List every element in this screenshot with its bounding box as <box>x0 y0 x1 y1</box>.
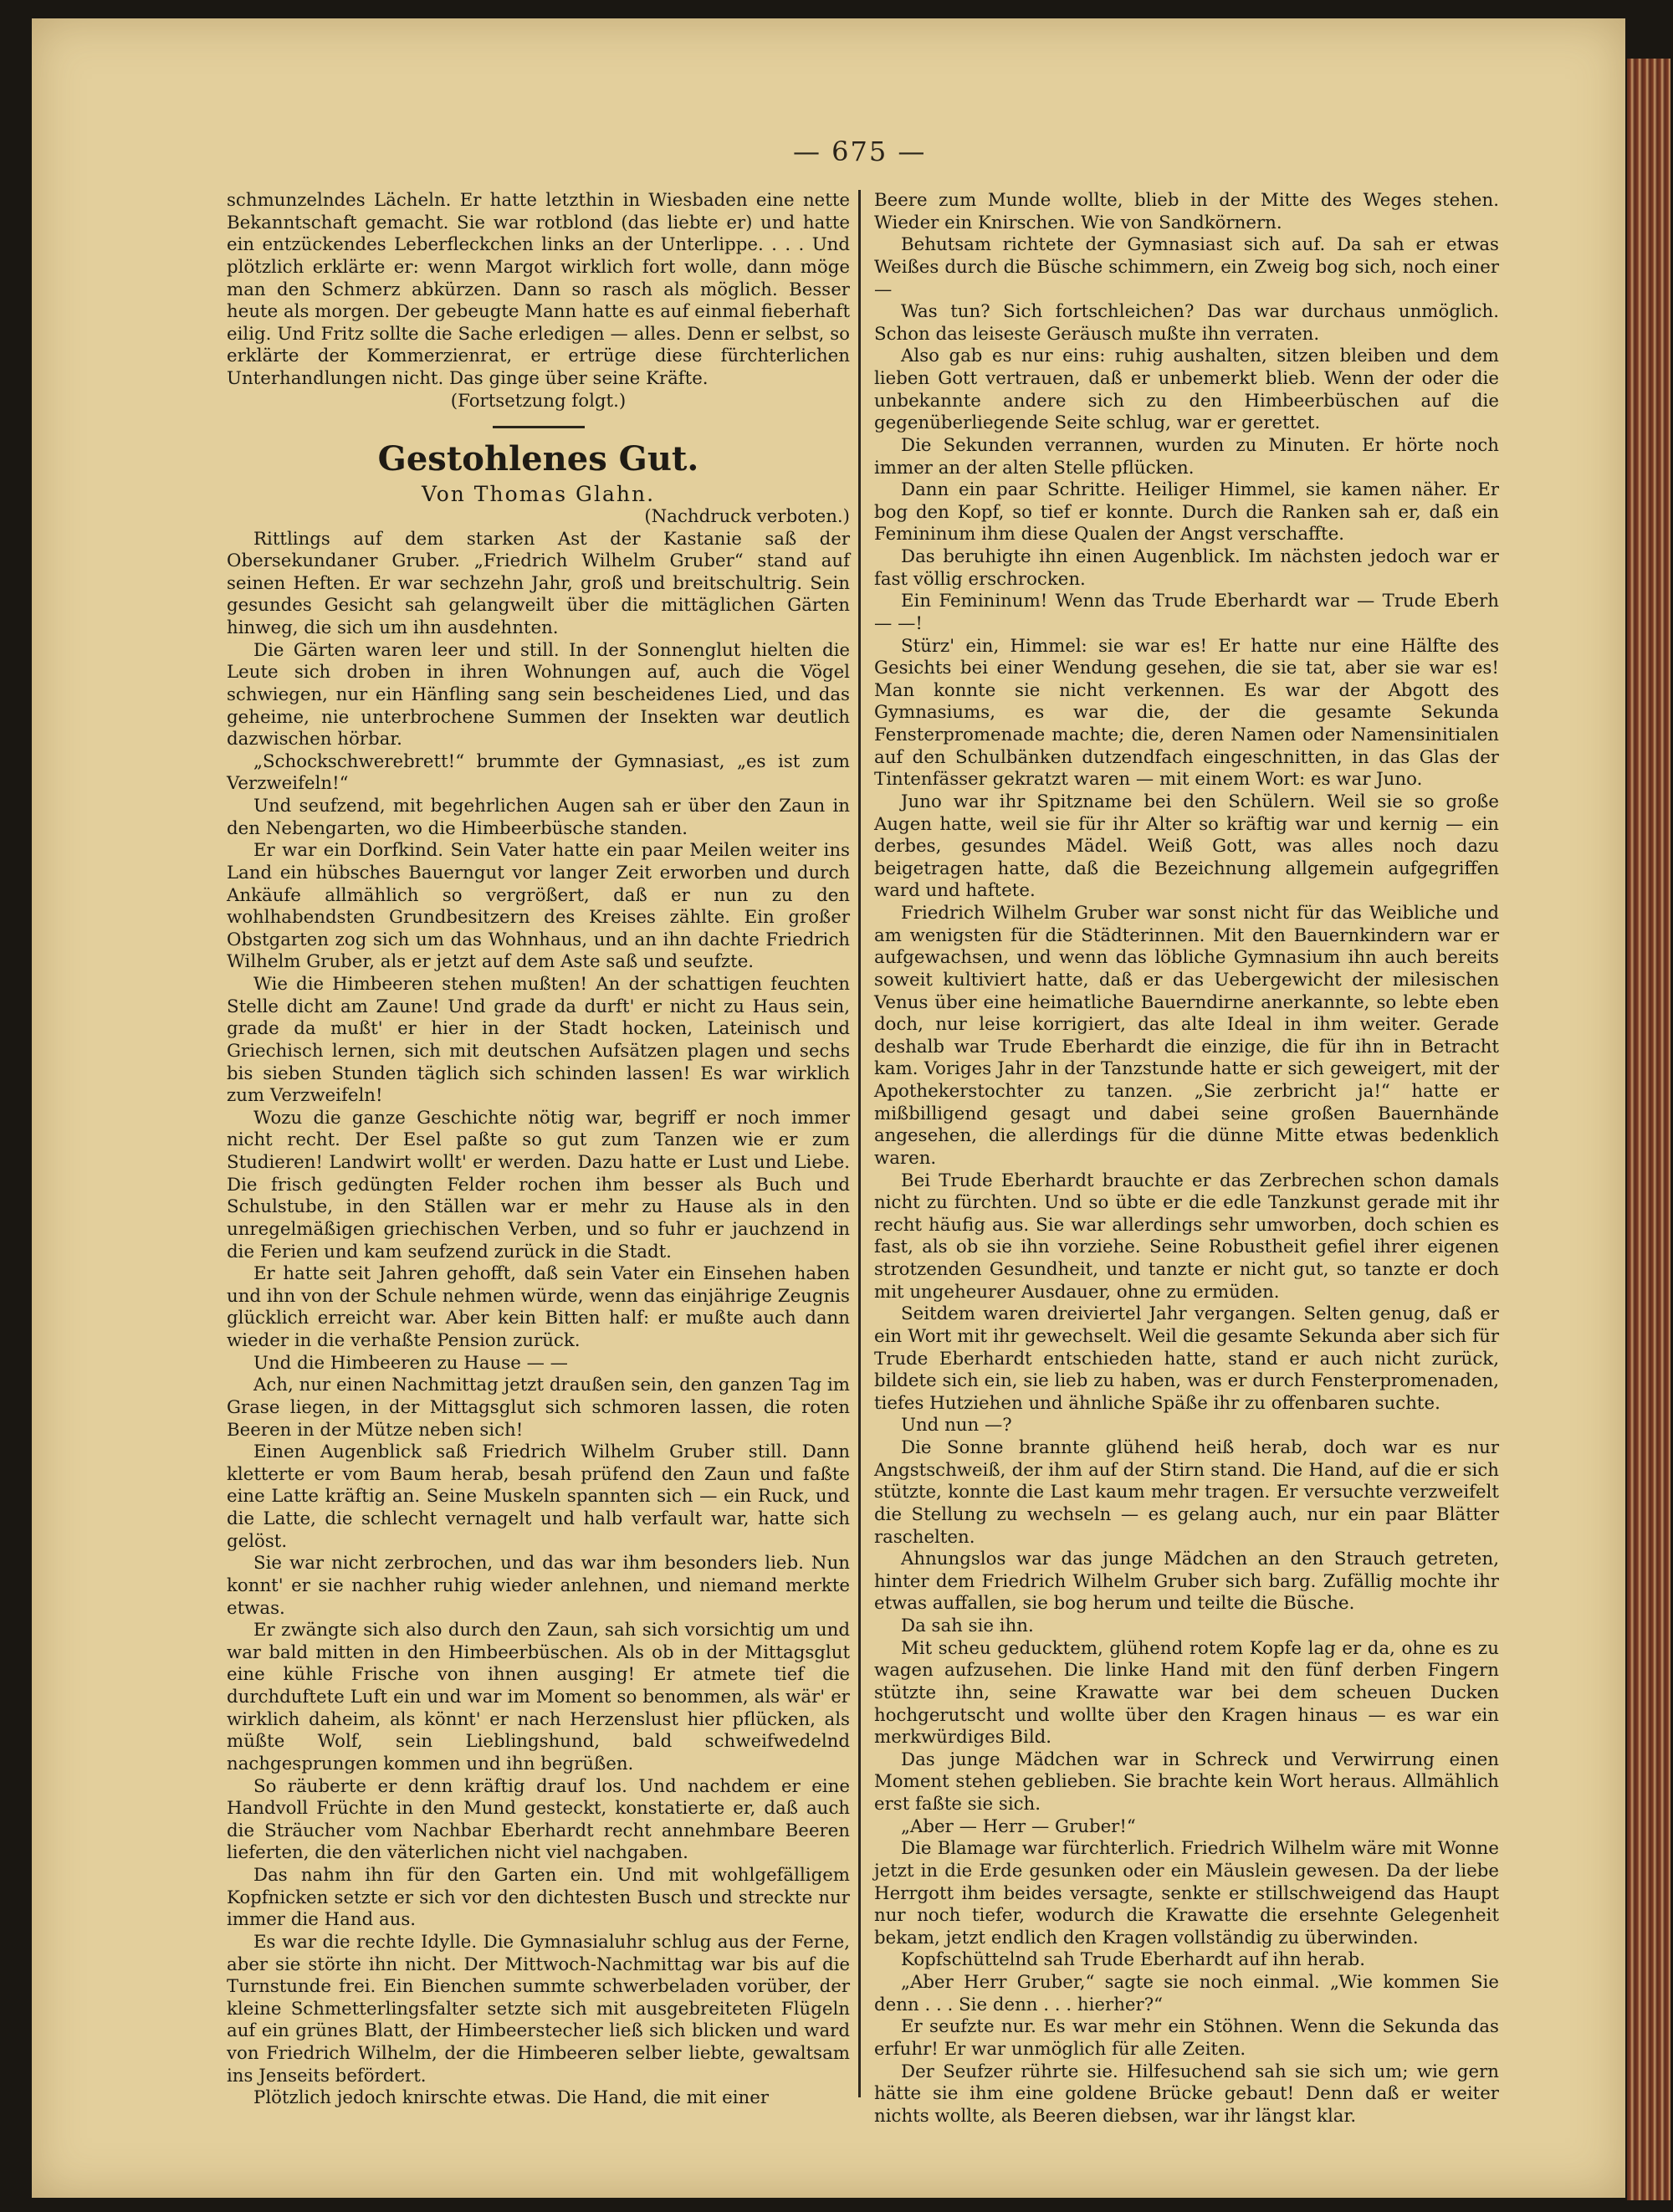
column-divider <box>858 190 861 2097</box>
paragraph: Das nahm ihn für den Garten ein. Und mit wohlgefälligem Kopfnicken setzte er sich vor den dichtesten Busch und streckte nur immer die Hand aus. <box>227 1865 850 1931</box>
section-divider <box>493 426 585 428</box>
paragraph: So räuberte er denn kräftig drauf los. Und nachdem er eine Handvoll Früchte in den Mund gesteckt, konstatierte er, daß auch die Sträucher vom Nachbar Eberhardt recht annehmbare Beeren lieferten, die den väterlichen nicht viel nachgaben. <box>227 1775 850 1864</box>
story-title: Gestohlenes Gut. <box>377 439 699 479</box>
paragraph: Mit scheu geducktem, glühend rotem Kopfe lag er da, ohne es zu wagen aufzusehen. Die linke Hand mit den fünf derben Fingern stützte ihn, seine Krawatte war bei dem scheuen Ducken hochgerutscht und wollte über den Kragen hinaus — es war ein merkwürdiges Bild. <box>874 1637 1499 1749</box>
continuation-note: (Fortsetzung folgt.) <box>450 390 627 412</box>
reprint-note: (Nachdruck verboten.) <box>644 505 850 527</box>
paragraph: Das beruhigte ihn einen Augenblick. Im nächsten jedoch war er fast völlig erschrocken. <box>874 546 1499 590</box>
paragraph: Das junge Mädchen war in Schreck und Verwirrung einen Moment stehen geblieben. Sie brachte kein Wort heraus. Allmählich erst faßte sie sich. <box>874 1749 1499 1815</box>
previous-story-ending: schmunzelndes Lächeln. Er hatte letzthin in Wiesbaden eine nette Bekanntschaft gemacht. Sie war rotblond (das liebte er) und hatte ein entzückendes Leberfleckchen links an der Unterlippe. . . . Und plötzlich erklärte er: wenn Margot wirklich fort wolle, dann möge man den Schmerz abkürzen. Dann so rasch als möglich. Besser heute als morgen. Der gebeugte Mann hatte es auf einmal fieberhaft eilig. Und Fritz sollte die Sache erledigen — alles. Denn er selbst, so erklärte der Kommerzienrat, er ertrüge diese fürchterlichen Unterhandlungen nicht. Das ginge über seine Kräfte. <box>227 190 850 389</box>
paragraph: Da sah sie ihn. <box>901 1615 1034 1636</box>
paragraph: Und die Himbeeren zu Hause — — <box>253 1352 568 1374</box>
paragraph: Ahnungslos war das junge Mädchen an den Strauch getreten, hinter dem Friedrich Wilhelm Gruber sich barg. Zufällig mochte ihr etwas auffallen, sie bog herum und teilte die Büsche. <box>874 1549 1499 1615</box>
paragraph: Einen Augenblick saß Friedrich Wilhelm Gruber still. Dann kletterte er vom Baum herab, besah prüfend den Zaun und faßte eine Latte kräftig an. Seine Muskeln spannten sich — ein Ruck, und die Latte, die schlecht vernagelt und halb verfault war, hatte sich gelöst. <box>227 1441 850 1552</box>
paragraph: Juno war ihr Spitzname bei den Schülern. Weil sie so große Augen hatte, weil sie für ihr Alter so kräftig war und kernig — ein derbes, gesundes Mädel. Weiß Gott, was alles noch dazu beigetragen hatte, daß die Bezeichnung allgemein aufgegriffen ward und haftete. <box>874 791 1499 902</box>
paragraph: „Aber — Herr — Gruber!“ <box>901 1815 1136 1837</box>
left-column <box>227 190 850 2110</box>
paragraph: Beere zum Munde wollte, blieb in der Mitte des Weges stehen. Wieder ein Knirschen. Wie von Sandkörnern. <box>874 190 1499 233</box>
paragraph: Er war ein Dorfkind. Sein Vater hatte ein paar Meilen weiter ins Land ein hübsches Bauerngut vor langer Zeit erworben und durch Ankäufe allmählich so vergrößert, daß er nun zu den wohlhabendsten Grundbesitzern des Kreises zählte. Ein großer Obstgarten zog sich um das Wohnhaus, und an ihn dachte Friedrich Wilhelm Gruber, als er jetzt auf dem Aste saß und seufzte. <box>227 840 850 973</box>
paragraph: Also gab es nur eins: ruhig aushalten, sitzen bleiben und dem lieben Gott vertrauen, daß er unbemerkt blieb. Wenn der oder die unbekannte andere sich zu den Himbeerbüschen auf die gegenüberliegende Seite schlug, war er gerettet. <box>874 346 1499 434</box>
paragraph: Wie die Himbeeren stehen mußten! An der schattigen feuchten Stelle dicht am Zaune! Und grade da durft' er nicht zu Haus sein, grade da mußt' er hier in der Stadt hocken, Lateinisch und Griechisch lernen, sich mit deutschen Aufsätzen plagen und sechs bis sieben Stunden täglich sich schinden lassen! Es war wirklich zum Verzweifeln! <box>227 974 850 1107</box>
paragraph: Behutsam richtete der Gymnasiast sich auf. Da sah er etwas Weißes durch die Büsche schimmern, ein Zweig bog sich, noch einer — <box>874 234 1499 300</box>
author-byline: Von Thomas Glahn. <box>421 482 656 507</box>
paragraph: Stürz' ein, Himmel: sie war es! Er hatte nur eine Hälfte des Gesichts bei einer Wendung gesehen, die sie tat, aber sie war es! Man konnte sie nicht verkennen. Es war der Abgott des Gymnasiums, es war die, der die gesamte Sekunda Fensterpromenade machte; die, deren Namen oder Namensinitialen auf den Schulbänken dutzendfach eingeschnitten, in das Glas der Tintenfässer gekratzt waren — mit einem Wort: es war Juno. <box>874 635 1499 791</box>
paragraph: Rittlings auf dem starken Ast der Kastanie saß der Obersekundaner Gruber. „Friedrich Wilhelm Gruber“ stand auf seinen Heften. Er war sechzehn Jahr, groß und breitschultrig. Sein gesundes Gesicht sah gelangweilt über die mittäglichen Gärten hinweg, die sich um ihn ausdehnten. <box>227 528 850 638</box>
paragraph: Und nun —? <box>901 1415 1012 1436</box>
paragraph: Er zwängte sich also durch den Zaun, sah sich vorsichtig um und war bald mitten in den Himbeerbüschen. Als ob in der Mittagsglut eine kühle Frische von ihnen ausging! Er atmete tief die durchduftete Luft ein und war im Moment so benommen, als wär' er wirklich daheim, als könnt' er nach Herzenslust hier pflücken, als müßte Wolf, sein Lieblingshund, bald schweifwedelnd nachgesprungen kommen und ihn begrüßen. <box>227 1620 850 1774</box>
paragraph: Und seufzend, mit begehrlichen Augen sah er über den Zaun in den Nebengarten, wo die Himbeerbüsche standen. <box>227 796 850 839</box>
paragraph: Kopfschüttelnd sah Trude Eberhardt auf ihn herab. <box>901 1949 1366 1971</box>
right-column <box>874 190 1499 2128</box>
book-page-edges <box>1627 59 1670 2200</box>
paragraph: Die Gärten waren leer und still. In der Sonnenglut hielten die Leute sich droben in ihren Wohnungen auf, auch die Vögel schwiegen, nur ein Hänfling sang sein bescheidenes Lied, und das geheime, nie unterbrochene Summen der Insekten war deutlich dazwischen hörbar. <box>227 639 850 750</box>
paragraph: Seitdem waren dreiviertel Jahr vergangen. Selten genug, daß er ein Wort mit ihr gewechselt. Weil die gesamte Sekunda aber sich für Trude Eberhardt entschieden hatte, stand er auch nicht zurück, bildete sich ein, sie lieb zu haben, was er durch Fensterpromenaden, tiefes Hutziehen und ähnliche Späße ihr zu offenbaren suchte. <box>874 1303 1499 1414</box>
paragraph: Was tun? Sich fortschleichen? Das war durchaus unmöglich. Schon das leiseste Geräusch mußte ihn verraten. <box>874 301 1499 345</box>
paragraph: „Schockschwerebrett!“ brummte der Gymnasiast, „es ist zum Verzweifeln!“ <box>227 750 850 795</box>
paragraph: Die Sonne brannte glühend heiß herab, doch war es nur Angstschweiß, der ihm auf der Stirn stand. Die Hand, auf die er sich stützte, konnte die Last kaum mehr tragen. Er versuchte verzweifelt die Stellung zu wechseln — es gelang auch, nur ein paar Blätter raschelten. <box>874 1437 1499 1548</box>
paragraph: Bei Trude Eberhardt brauchte er das Zerbrechen schon damals nicht zu fürchten. Und so übte er die edle Tanzkunst gerade mit ihr recht häufig aus. Sie war allerdings sehr umworben, doch schien es fast, als ob sie ihn vorziehe. Seine Robustheit gefiel ihrer eigenen strotzenden Gesundheit, und tanzte er nicht gut, so tanzte er doch mit ungeheurer Ausdauer, ohne zu ermüden. <box>874 1170 1499 1303</box>
paragraph: Wozu die ganze Geschichte nötig war, begriff er noch immer nicht recht. Der Esel paßte so gut zum Tanzen wie er zum Studieren! Landwirt wollt' er werden. Dazu hatte er Lust und Liebe. Die frisch gedüngten Felder rochen ihm besser als Buch und Schulstube, in den Ställen war er mehr zu Hause als in den unregelmäßigen griechischen Verben, und so fuhr er jauchzend in die Ferien und kam seufzend zurück in die Stadt. <box>227 1107 850 1262</box>
paragraph: Plötzlich jedoch knirschte etwas. Die Hand, die mit einer <box>253 2087 770 2109</box>
paragraph: Friedrich Wilhelm Gruber war sonst nicht für das Weibliche und am wenigsten für die Städterinnen. Mit den Bauernkindern war er aufgewachsen, und wenn das löbliche Gymnasium ihn auch bereits soweit kultiviert hatte, daß er das Uebergewicht der milesischen Venus über eine heimatliche Bauerndirne anerkannte, so lebte eben doch, nur leise korrigiert, das alte Ideal in ihm weiter. Gerade deshalb war Trude Eberhardt die einzige, die für ihn in Betracht kam. Voriges Jahr in der Tanzstunde hatte er sich geweigert, mit der Apothekerstochter zu tanzen. „Sie zerbricht ja!“ hatte er mißbilligend gesagt und dabei seine großen Bauernhände angesehen, die allerdings für die dünne Mitte etwas bedenklich waren. <box>874 903 1499 1169</box>
paragraph: Die Blamage war fürchterlich. Friedrich Wilhelm wäre mit Wonne jetzt in die Erde gesunken oder ein Mäuslein gewesen. Da der liebe Herrgott ihm beides versagte, senkte er stillschweigend das Haupt nur noch tiefer, wodurch die Krawatte die ersehnte Gelegenheit bekam, jetzt endlich den Kragen vollständig zu überwinden. <box>874 1838 1499 1948</box>
paragraph: Ach, nur einen Nachmittag jetzt draußen sein, den ganzen Tag im Grase liegen, in der Mittagsglut sich schmoren lassen, die roten Beeren in der Mütze neben sich! <box>227 1375 850 1441</box>
book-page <box>32 18 1625 2198</box>
left-column-paragraphs <box>227 529 850 2110</box>
paragraph: Es war die rechte Idylle. Die Gymnasialuhr schlug aus der Ferne, aber sie störte ihn nicht. Der Mittwoch-Nachmittag war bis auf die Turnstunde frei. Ein Bienchen summte schwerbeladen vorüber, der kleine Schmetterlingsfalter setzte sich mit ausgebreiteten Flügeln auf ein grünes Blatt, der Himbeerstecher ließ sich blicken und ward von Friedrich Wilhelm, der die Himbeeren selber liebte, gewaltsam ins Jenseits befördert. <box>227 1931 850 2087</box>
paragraph: Er hatte seit Jahren gehofft, daß sein Vater ein Einsehen haben und ihn von der Schule nehmen würde, wenn das einjährige Zeugnis glücklich erreicht war. Aber kein Bitten half: er mußte auch dann wieder in die verhaßte Pension zurück. <box>227 1263 850 1351</box>
paragraph: Der Seufzer rührte sie. Hilfesuchend sah sie sich um; wie gern hätte sie ihm eine goldene Brücke gebaut! Denn daß er weiter nichts wollte, als Beeren diebsen, war ihr längst klar. <box>874 2061 1499 2127</box>
paragraph: Er seufzte nur. Es war mehr ein Stöhnen. Wenn die Sekunda das erfuhr! Er war unmöglich für alle Zeiten. <box>874 2016 1499 2060</box>
paragraph: „Aber Herr Gruber,“ sagte sie noch einmal. „Wie kommen Sie denn . . . Sie denn . . . hierher?“ <box>874 1972 1499 2015</box>
paragraph: Die Sekunden verrannen, wurden zu Minuten. Er hörte noch immer an der alten Stelle pflücken. <box>874 434 1499 479</box>
paragraph: Dann ein paar Schritte. Heiliger Himmel, sie kamen näher. Er bog den Kopf, so tief er konnte. Durch die Ranken sah er, daß ein Femininum ihm diese Qualen der Angst verschaffte. <box>874 479 1499 545</box>
paragraph: Sie war nicht zerbrochen, und das war ihm besonders lieb. Nun konnt' er sie nachher ruhig wieder anlehnen, und niemand merkte etwas. <box>227 1553 850 1619</box>
right-column-paragraphs <box>874 190 1499 2128</box>
paragraph: Ein Femininum! Wenn das Trude Eberhardt war — Trude Eberh — —! <box>874 591 1499 634</box>
page-number: — 675 — <box>793 136 927 167</box>
